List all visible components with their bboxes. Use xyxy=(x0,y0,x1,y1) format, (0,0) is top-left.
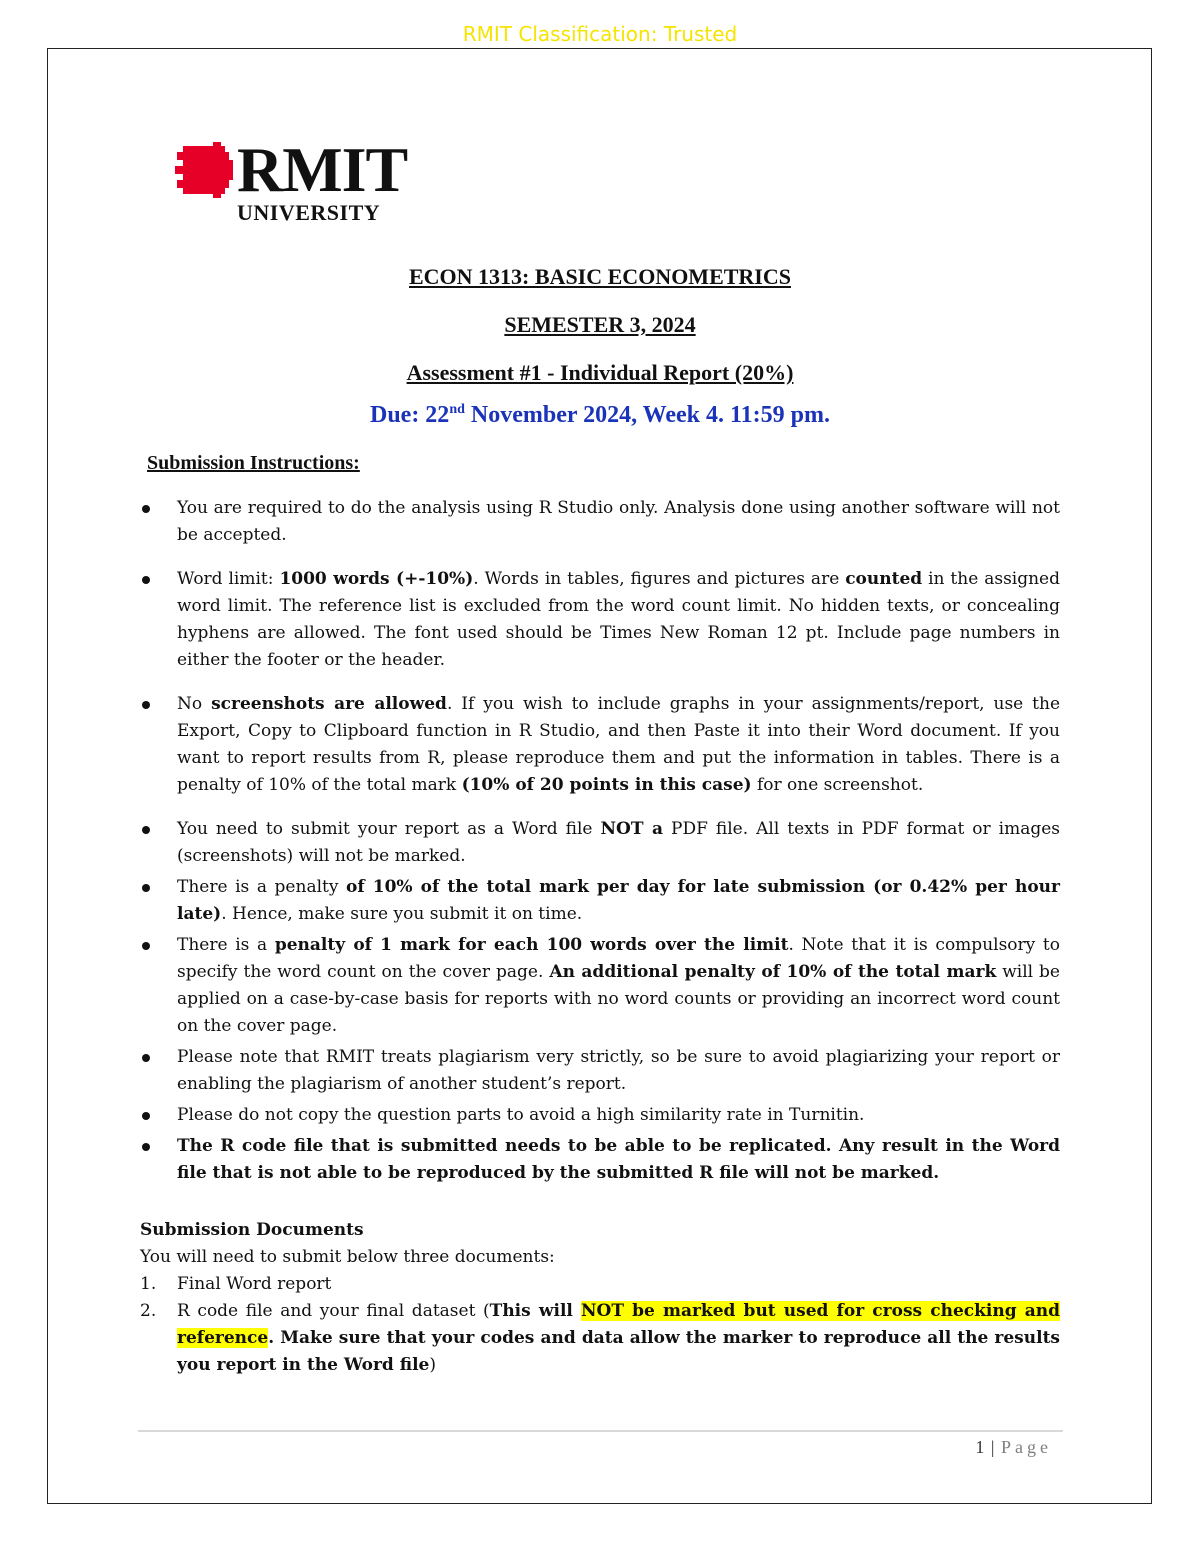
list-item: 1. Final Word report xyxy=(140,1274,332,1294)
list-item: Word limit: 1000 words (+-10%). Words in tables, figures and pictures are counted in the assigned word limit. The reference list is excluded from the word count limit. No hidden texts, or concealing hyphens are allowed. The font used should be Times New Roman 12 pt. Include page numbers in either the footer or the header. xyxy=(140,566,1060,674)
assessment-title: Assessment #1 - Individual Report (20%) xyxy=(406,360,794,385)
footer-divider xyxy=(138,1430,1063,1432)
documents-heading: Submission Documents xyxy=(140,1220,364,1240)
semester-title: SEMESTER 3, 2024 xyxy=(504,312,696,337)
rmit-logo xyxy=(175,134,415,228)
list-item: You need to submit your report as a Word file NOT a PDF file. All texts in PDF format or images (screenshots) will not be marked. xyxy=(140,816,1060,870)
section-heading: Submission Instructions: xyxy=(147,452,360,474)
logo-wordmark: RMIT xyxy=(237,134,408,205)
submission-documents xyxy=(140,1217,1060,1379)
instructions-body xyxy=(140,495,1060,1379)
list-item: No screenshots are allowed. If you wish to include graphs in your assignments/report, use the Export, Copy to Clipboard function in R Studio, and then Paste it into their Word document. If you want to report results from R, please reproduce them and put the information in tables. There is a penalty of 10% of the total mark (10% of 20 points in this case) for one screenshot. xyxy=(140,691,1060,799)
documents-list xyxy=(140,1271,1060,1379)
page-number: 1 | Page xyxy=(975,1437,1052,1457)
due-date: Due: 22nd November 2024, Week 4. 11:59 pm. xyxy=(369,402,830,428)
course-title: ECON 1313: BASIC ECONOMETRICS xyxy=(409,264,791,289)
list-item: There is a penalty of 1 mark for each 100 words over the limit. Note that it is compulsory to specify the word count on the cover page. An additional penalty of 10% of the total mark will be applied on a case-by-case basis for reports with no word counts or providing an incorrect word count on the cover page. xyxy=(140,932,1060,1040)
instructions-list xyxy=(140,495,1060,1187)
logo-subtitle: UNIVERSITY xyxy=(237,200,381,225)
list-item: The R code file that is submitted needs to be able to be replicated. Any result in the Word file that is not able to be reproduced by the submitted R file will not be marked. xyxy=(140,1133,1060,1187)
documents-intro: You will need to submit below three documents: xyxy=(140,1247,555,1267)
classification-label: RMIT Classification: Trusted xyxy=(462,22,738,46)
list-item: Please note that RMIT treats plagiarism very strictly, so be sure to avoid plagiarizing your report or enabling the plagiarism of another student’s report. xyxy=(140,1044,1060,1098)
rmit-pixel-mark-icon xyxy=(175,140,235,200)
list-item: You are required to do the analysis using R Studio only. Analysis done using another software will not be accepted. xyxy=(140,495,1060,549)
list-item: There is a penalty of 10% of the total mark per day for late submission (or 0.42% per hour late). Hence, make sure you submit it on time. xyxy=(140,874,1060,928)
list-item: 2. R code file and your final dataset (This will NOT be marked but used for cross checking and reference. Make sure that your codes and data allow the marker to reproduce all the results you report in the Word file) xyxy=(140,1301,1060,1375)
list-item: Please do not copy the question parts to avoid a high similarity rate in Turnitin. xyxy=(140,1102,1060,1129)
